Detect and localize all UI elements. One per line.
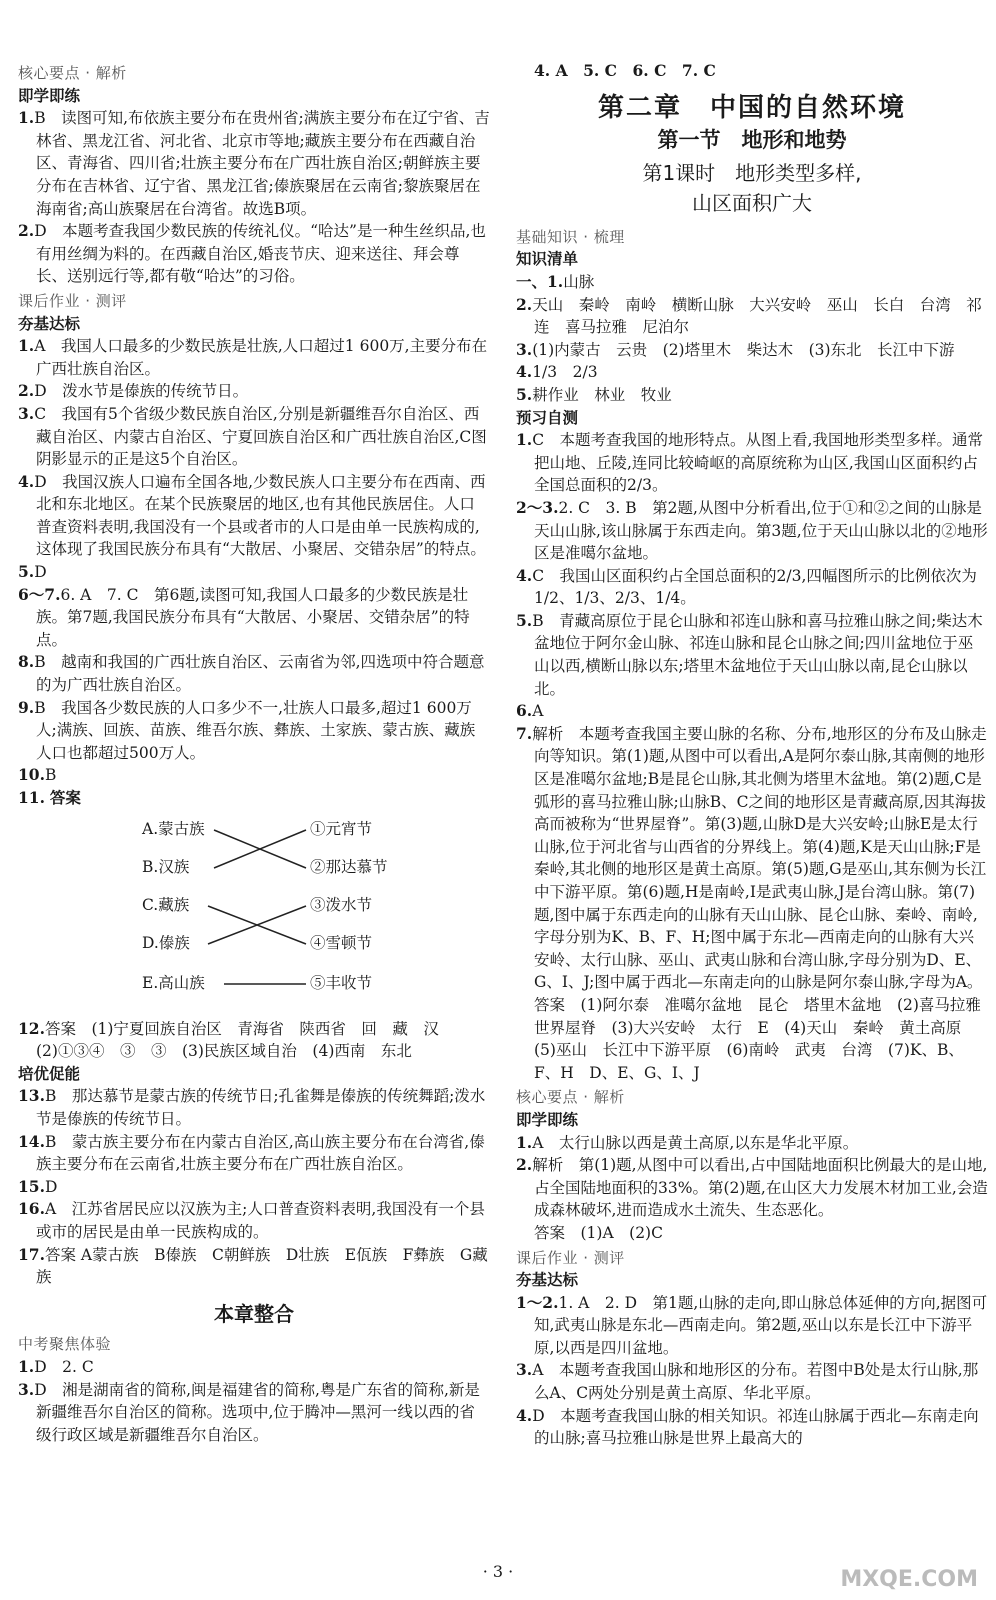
left-column xyxy=(18,60,490,1446)
answer-list xyxy=(18,1085,490,1288)
answer-item: 11. 答案 xyxy=(18,788,81,807)
answer-item: 1.A 我国人口最多的少数民族是壮族,人口超过1 600万,主要分布在广西壮族自治区。 xyxy=(18,336,488,378)
answer-item: 3.D 湘是湖南省的简称,闽是福建省的简称,粤是广东省的简称,新是新疆维吾尔自治区的简称。选项中,位于腾冲—黑河一线以西的省级行政区域是新疆维吾尔自治区。 xyxy=(18,1379,480,1444)
lesson-title-line: 山区面积广大 xyxy=(692,190,812,215)
answer-item: 9.B 我国各少数民族的人口多少不一,壮族人口最多,超过1 600万人;满族、回族、苗族、维吾尔族、彝族、土家族、蒙古族、藏族人口也都超过500万人。 xyxy=(18,697,476,762)
match-right-item: ①元宵节 xyxy=(310,819,373,838)
section-bar: 中考聚焦体验 xyxy=(18,1335,112,1354)
right-column xyxy=(516,60,996,1450)
match-right-item: ⑤丰收节 xyxy=(310,973,373,992)
lesson-title xyxy=(516,158,988,218)
matching-lines xyxy=(18,814,490,1014)
match-left-item: D.傣族 xyxy=(142,933,190,952)
answer-item: 15.D xyxy=(18,1176,58,1196)
answer-list xyxy=(18,1356,490,1446)
matching-diagram xyxy=(18,814,490,1014)
answer-list xyxy=(516,429,996,1084)
section-bar: 核心要点 · 解析 xyxy=(18,64,127,82)
match-right-item: ③泼水节 xyxy=(310,895,373,914)
subsection-title: 夯基达标 xyxy=(516,1271,579,1290)
subsection-title: 培优促能 xyxy=(18,1064,81,1083)
answer-list xyxy=(18,335,490,809)
answer-item: 8.B 越南和我国的广西壮族自治区、云南省为邻,四选项中符合题意的为广西壮族自治区。 xyxy=(18,652,485,695)
subsection-title: 即学即练 xyxy=(18,86,81,105)
answer-list xyxy=(516,1132,988,1245)
answer-item: 2～3.2. C 3. B 第2题,从图中分析看出,位于①和②之间的山脉是天山山脉,该山脉属于东西走向。第3题,位于天山山脉以北的②地形区是准噶尔盆地。 xyxy=(516,497,988,563)
answer-item: 6.A xyxy=(516,701,544,721)
answer-item: 1.B 读图可知,布依族主要分布在贵州省;满族主要分布在辽宁省、吉林省、黑龙江省、河北省、北京市等地;藏族主要分布在西藏自治区、青海省、四川省;壮族主要分布在广西壮族自治区;朝鲜族主要分布在吉林省、辽宁省、黑龙江省;傣族聚居在云南省;黎族聚居在海南省;高山族聚居在台湾省。故选B项。 xyxy=(18,108,490,218)
answer-item: 3.A 本题考查我国山脉和地形区的分布。若图中B处是太行山脉,那么A、C两处分别是黄土高原、华北平原。 xyxy=(516,1360,979,1403)
lesson-title-line: 第1课时 地形类型多样, xyxy=(642,160,862,185)
match-right-item: ②那达慕节 xyxy=(310,857,388,876)
answer-item: 5.B 青藏高原位于昆仑山脉和祁连山脉和喜马拉雅山脉之间;柴达木盆地位于阿尔金山脉、祁连山脉和昆仑山脉之间;四川盆地位于巫山以西,横断山脉以东;塔里木盆地位于天山山脉以南,昆仑山脉以北。 xyxy=(516,610,983,698)
match-left-item: E.高山族 xyxy=(142,973,205,992)
answer-item: 2.D 泼水节是傣族的传统节日。 xyxy=(18,381,249,401)
answer-item: 1.C 本题考查我国的地形特点。从图上看,我国地形类型多样。通常把山地、丘陵,连同比较崎岖的高原统称为山区,我国山区面积约占全国总面积的2/3。 xyxy=(516,430,983,495)
subsection-title: 预习自测 xyxy=(516,408,579,427)
answer-item: 16.A 江苏省居民应以汉族为主;人口普查资料表明,我国没有一个县或市的居民是由单一民族构成的。 xyxy=(18,1199,485,1241)
knowledge-item: 3.(1)内蒙古 云贵 (2)塔里木 柴达木 (3)东北 长江中下游 xyxy=(516,339,955,359)
answer-item: 17.答案 A蒙古族 B傣族 C朝鲜族 D壮族 E佤族 F彝族 G藏族 xyxy=(18,1244,488,1287)
answer-list xyxy=(516,1292,988,1450)
match-left-item: B.汉族 xyxy=(142,857,190,876)
answer-item: 13.B 那达慕节是蒙古族的传统节日;孔雀舞是傣族的传统舞蹈;泼水节是傣族的传统节日。 xyxy=(18,1086,486,1128)
answer-item: 2.解析 第(1)题,从图中可以看出,占中国陆地面积比例最大的是山地,占全国陆地面积的33%。第(2)题,在山区大力发展木材加工业,会造成森林破坏,进而造成水土流失、生态恶化。 xyxy=(516,1155,988,1220)
answer-item: 6～7.6. A 7. C 第6题,读图可知,我国人口最多的少数民族是壮族。第7题,我国民族分布具有“大散居、小聚居、交错杂居”的特点。 xyxy=(18,584,470,649)
answer-item: 10.B xyxy=(18,765,57,785)
knowledge-item: 一、1.山脉 xyxy=(516,271,595,291)
answer-item: 4.C 我国山区面积约占全国总面积的2/3,四幅图所示的比例依次为1/2、1/3、2/3、1/4。 xyxy=(516,565,977,608)
answer-item: 答案 (1)A (2)C xyxy=(534,1223,663,1242)
answer-item: 4. A 5. C 6. C 7. C xyxy=(534,61,716,80)
answer-item: 4.D 本题考查我国山脉的相关知识。祁连山脉属于西北—东南走向的山脉;喜马拉雅山脉是世界上最高大的 xyxy=(516,1405,979,1448)
answer-list xyxy=(18,107,490,288)
answer-item: 14.B 蒙古族主要分布在内蒙古自治区,高山族主要分布在台湾省,傣族主要分布在云南省,壮族主要分布在广西壮族自治区。 xyxy=(18,1131,485,1174)
subsection-title: 知识清单 xyxy=(516,250,579,269)
answer-item: 1.A 太行山脉以西是黄土高原,以东是华北平原。 xyxy=(516,1132,859,1152)
answer-item: 4.D 我国汉族人口遍布全国各地,少数民族人口主要分布在西南、西北和东北地区。在某个民族聚居的地区,也有其他民族居住。人口普查资料表明,我国没有一个县或者市的人口是由单一民族构成的,这体现了我国民族分布具有“大散居、小聚居、交错杂居”的特点。 xyxy=(18,471,486,559)
knowledge-item: 2.天山 秦岭 南岭 横断山脉 大兴安岭 巫山 长白 台湾 祁连 喜马拉雅 尼泊尔 xyxy=(516,294,982,337)
section-bar: 基础知识 · 梳理 xyxy=(516,227,625,246)
answer-item: 12.答案 (1)宁夏回族自治区 青海省 陕西省 回 藏 汉 (2)①③④ ③ ③ (3)民族区域自治 (4)西南 东北 xyxy=(18,1018,455,1061)
chapter-summary-heading: 本章整合 xyxy=(214,1301,294,1326)
answer-item: 1.D 2. C xyxy=(18,1356,94,1376)
section-bar: 课后作业 · 测评 xyxy=(18,291,127,310)
section-bar: 核心要点 · 解析 xyxy=(516,1088,625,1107)
match-right-item: ④雪顿节 xyxy=(310,933,373,952)
page-number: · 3 · xyxy=(482,1562,514,1581)
watermark-logo: MXQE.COM xyxy=(840,1567,978,1592)
chapter-title: 第二章 中国的自然环境 xyxy=(597,92,906,123)
answer-item: 7.解析 本题考查我国主要山脉的名称、分布,地形区的分布及山脉走向等知识。第(1)题,从图中可以看出,A是阿尔泰山脉,其南侧的地形区是准噶尔盆地;B是昆仑山脉,其北侧为塔里木盆地。第(2)题,C是弧形的喜马拉雅山脉;山脉B、C之间的地形区是青藏高原,因其海拔高而被称为“世界屋脊”。第(3)题,山脉D是大兴安岭;山脉E是太行山脉,位于河北省与山西省的分界线上。第(4)题,K是天山山脉;F是秦岭,其北侧的地形区是黄土高原。第(5)题,G是巫山,其东侧为长江中下游平原。第(6)题,H是南岭,I是武夷山脉,J是台湾山脉。第(7)题,图中属于东西走向的山脉有天山山脉、昆仑山脉、秦岭、南岭,字母分别为K、B、F、H;图中属于东北—西南走向的山脉有大兴安岭、太行山脉、巫山、武夷山脉和台湾山脉,字母分别为D、E、G、I、J;图中属于西北—东南走向的山脉是阿尔泰山脉,字母为A。 xyxy=(516,723,987,992)
match-left-item: A.蒙古族 xyxy=(142,819,205,838)
subsection-title: 即学即练 xyxy=(516,1110,579,1129)
match-left-item: C.藏族 xyxy=(142,895,190,914)
answer-item: 2.D 本题考查我国少数民族的传统礼仪。“哈达”是一种生丝织品,也有用丝绸为料的。在西藏自治区,婚丧节庆、迎来送往、拜会尊长、送别远行等,都有敬“哈达”的习俗。 xyxy=(18,221,486,286)
subsection-title: 夯基达标 xyxy=(18,314,81,333)
knowledge-item: 4.1/3 2/3 xyxy=(516,362,598,382)
knowledge-list xyxy=(516,271,988,407)
answer-item: 答案 (1)阿尔泰 准噶尔盆地 昆仑 塔里木盆地 (2)喜马拉雅 世界屋脊 (3)大兴安岭 太行 E (4)天山 秦岭 黄土高原 (5)巫山 长江中下游平原 (6)南岭 武夷 台湾 (7)K、B、F、H D、E、G、I、J xyxy=(534,995,996,1082)
answer-item: 3.C 我国有5个省级少数民族自治区,分别是新疆维吾尔自治区、西藏自治区、内蒙古自治区、宁夏回族自治区和广西壮族自治区,C图阴影显示的正是这5个自治区。 xyxy=(18,403,487,469)
section-bar: 课后作业 · 测评 xyxy=(516,1248,625,1267)
answer-item: 5.D xyxy=(18,562,47,582)
knowledge-item: 5.耕作业 林业 牧业 xyxy=(516,384,672,404)
answer-item: 1～2.1. A 2. D 第1题,山脉的走向,即山脉总体延伸的方向,据图可知,武夷山脉是东北—西南走向。第2题,巫山以东是长江中下游平原,以西是四川盆地。 xyxy=(516,1292,988,1357)
section-title: 第一节 地形和地势 xyxy=(657,128,847,153)
